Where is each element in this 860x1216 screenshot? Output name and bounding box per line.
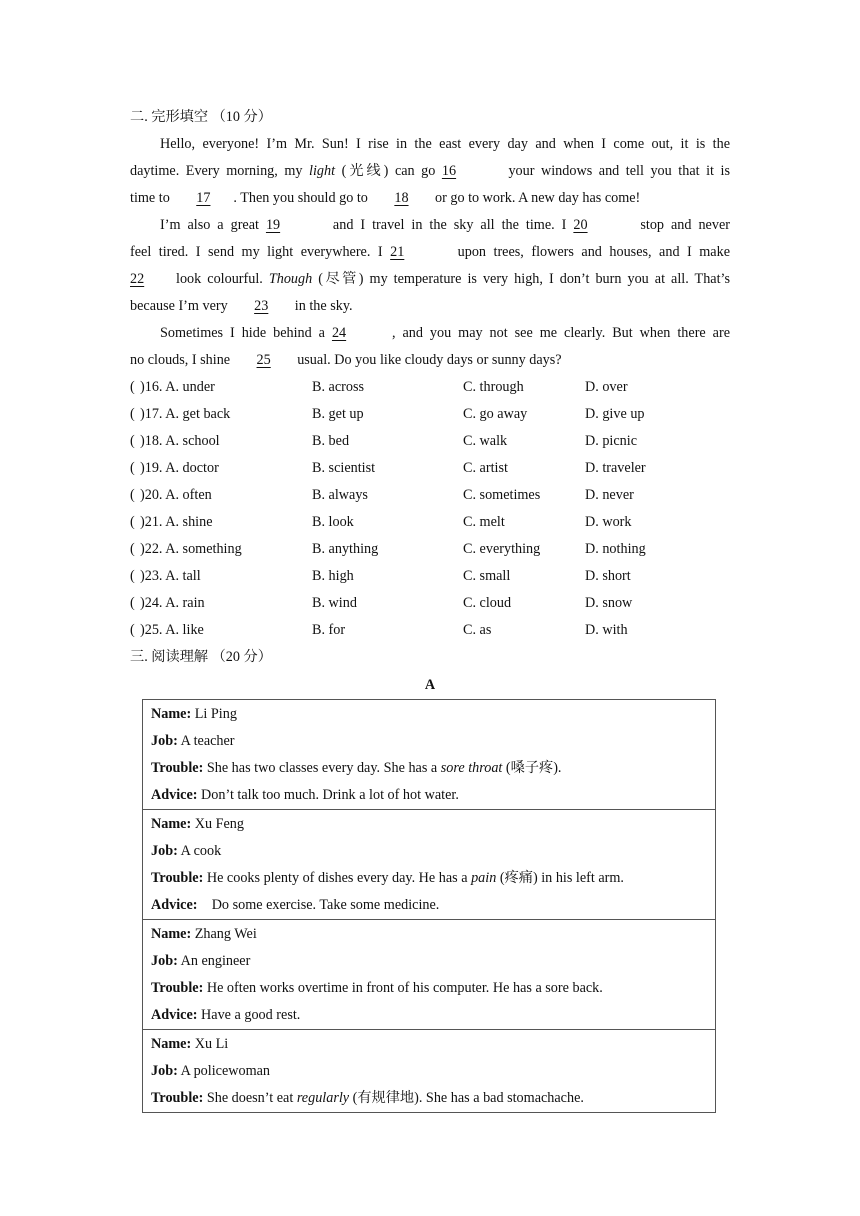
blank-23[interactable]: 23 — [254, 298, 269, 314]
passage-text: look colourful. — [170, 271, 269, 287]
name-line — [151, 921, 707, 948]
question-row — [130, 536, 730, 563]
name-line — [151, 811, 707, 838]
name-value: Xu Feng — [191, 816, 244, 832]
option-b: B. anything — [312, 541, 379, 557]
option-b: B. across — [312, 379, 365, 395]
advice-value: Have a good rest. — [197, 1007, 301, 1023]
person-cell — [143, 700, 716, 810]
person-row — [143, 700, 716, 810]
option-c: C. everything — [463, 541, 541, 557]
advice-label: Advice: — [151, 1007, 198, 1023]
passage-text: or go to work. A new day has come! — [431, 190, 641, 206]
passage-text: time to — [130, 190, 174, 206]
name-line — [151, 701, 707, 728]
job-label: Job: — [151, 733, 178, 749]
job-value: A policewoman — [177, 1063, 271, 1079]
option-c: C. cloud — [463, 595, 512, 611]
option-a: )23. A. tall — [140, 568, 201, 584]
passage-text: because I’m very — [130, 298, 232, 314]
answer-paren: ( — [130, 541, 135, 557]
blank-24[interactable]: 24 — [331, 325, 347, 341]
blank-19[interactable]: 19 — [265, 217, 281, 233]
answer-paren: ( — [130, 406, 135, 422]
blank-21[interactable]: 21 — [390, 244, 405, 260]
option-d: D. with — [585, 622, 628, 638]
passage-text: usual. Do you like cloudy days or sunny days? — [293, 352, 562, 368]
trouble-label: Trouble: — [151, 1090, 204, 1106]
passage-line — [130, 320, 730, 347]
trouble-label: Trouble: — [151, 870, 204, 886]
name-line — [151, 1031, 707, 1058]
option-d: D. picnic — [585, 433, 638, 449]
option-a: )24. A. rain — [140, 595, 205, 611]
trouble-text: (有规律地). She has a bad stomachache. — [349, 1090, 584, 1106]
option-c: C. through — [463, 379, 524, 395]
option-b: B. get up — [312, 406, 364, 422]
passage-text: . Then you should go to — [233, 190, 372, 206]
name-label: Name: — [151, 926, 192, 942]
option-a: )16. A. under — [140, 379, 215, 395]
section-2-title: 二. 完形填空 （10 分） — [130, 109, 272, 125]
blank-22[interactable]: 22 — [130, 271, 145, 287]
option-d: D. work — [585, 514, 632, 530]
option-c: C. as — [463, 622, 492, 638]
name-value: Li Ping — [191, 706, 237, 722]
answer-paren: ( — [130, 568, 135, 584]
person-row — [143, 1030, 716, 1113]
option-a: )19. A. doctor — [140, 460, 219, 476]
option-b: B. high — [312, 568, 354, 584]
advice-label: Advice: — [151, 897, 198, 913]
option-d: D. give up — [585, 406, 645, 422]
option-d: D. nothing — [585, 541, 646, 557]
answer-paren: ( — [130, 433, 135, 449]
passage-text: , and you may not see me clearly. But when there are — [391, 325, 731, 341]
option-a: )20. A. often — [140, 487, 212, 503]
option-c: C. go away — [463, 406, 528, 422]
question-row — [130, 374, 730, 401]
passage-italic: light — [309, 163, 336, 179]
trouble-text: (嗓子疼). — [502, 760, 562, 776]
option-b: B. always — [312, 487, 368, 503]
person-row — [143, 810, 716, 920]
option-a: )21. A. shine — [140, 514, 213, 530]
person-cell — [143, 920, 716, 1030]
job-line — [151, 1058, 707, 1085]
option-a: )25. A. like — [140, 622, 204, 638]
answer-paren: ( — [130, 595, 135, 611]
trouble-text: He cooks plenty of dishes every day. He has a — [203, 870, 472, 886]
question-row — [130, 428, 730, 455]
job-label: Job: — [151, 953, 178, 969]
trouble-italic: regularly — [296, 1090, 350, 1106]
option-a: )17. A. get back — [140, 406, 231, 422]
trouble-text: (疼痛) in his left arm. — [496, 870, 624, 886]
passage-line — [130, 266, 730, 293]
name-label: Name: — [151, 816, 192, 832]
passage-text: upon trees, flowers and houses, and I make — [450, 244, 730, 260]
trouble-italic: sore throat — [440, 760, 503, 776]
trouble-label: Trouble: — [151, 980, 204, 996]
passage-text: in the sky. — [291, 298, 353, 314]
passage-text: Sometimes I hide behind a — [160, 325, 332, 341]
option-d: D. over — [585, 379, 628, 395]
trouble-line — [151, 1085, 707, 1112]
question-row — [130, 455, 730, 482]
passage-line — [130, 212, 730, 239]
job-line — [151, 948, 707, 975]
person-cell — [143, 810, 716, 920]
trouble-text: She doesn’t eat — [203, 1090, 297, 1106]
blank-20[interactable]: 20 — [573, 217, 588, 233]
question-row — [130, 482, 730, 509]
passage-text: and I travel in the sky all the time. I — [325, 217, 574, 233]
blank-18[interactable]: 18 — [394, 190, 409, 206]
option-d: D. short — [585, 568, 631, 584]
advice-line — [151, 1002, 707, 1029]
advice-line — [151, 782, 707, 809]
job-line — [151, 728, 707, 755]
job-line — [151, 838, 707, 865]
answer-paren: ( — [130, 379, 135, 395]
option-b: B. look — [312, 514, 354, 530]
name-label: Name: — [151, 706, 192, 722]
passage-line — [130, 293, 730, 320]
question-list — [130, 374, 730, 644]
option-b: B. bed — [312, 433, 350, 449]
passage-text: (光线) can go — [335, 163, 442, 179]
exam-page — [130, 104, 730, 699]
advice-label: Advice: — [151, 787, 198, 803]
question-row — [130, 617, 730, 644]
job-value: An engineer — [177, 953, 251, 969]
option-d: D. never — [585, 487, 634, 503]
passage-text: your windows and tell you that it is — [501, 163, 730, 179]
option-b: B. scientist — [312, 460, 376, 476]
question-row — [130, 563, 730, 590]
advice-line — [151, 892, 707, 919]
blank-16[interactable]: 16 — [441, 163, 457, 179]
trouble-text: She has two classes every day. She has a — [203, 760, 441, 776]
advice-table — [142, 699, 716, 1113]
question-row — [130, 401, 730, 428]
trouble-label: Trouble: — [151, 760, 204, 776]
trouble-line — [151, 755, 707, 782]
name-value: Zhang Wei — [191, 926, 257, 942]
passage-line — [130, 347, 730, 374]
option-d: D. snow — [585, 595, 633, 611]
job-value: A teacher — [177, 733, 235, 749]
blank-25[interactable]: 25 — [256, 352, 271, 368]
advice-value: Do some exercise. Take some medicine. — [197, 897, 440, 913]
name-value: Xu Li — [191, 1036, 229, 1052]
answer-paren: ( — [130, 460, 135, 476]
passage-text: stop and never — [633, 217, 730, 233]
trouble-italic: pain — [471, 870, 497, 886]
passage-line — [130, 158, 730, 185]
part-a-label: A — [424, 677, 436, 693]
passage-line — [130, 239, 730, 266]
passage-line — [130, 185, 730, 212]
trouble-line — [151, 975, 707, 1002]
trouble-line — [151, 865, 707, 892]
job-label: Job: — [151, 1063, 178, 1079]
answer-paren: ( — [130, 514, 135, 530]
passage-text: Hello, everyone! I’m Mr. Sun! I rise in the east every day and when I come out, it is the — [160, 136, 730, 152]
passage-italic: Though — [268, 271, 313, 287]
job-label: Job: — [151, 843, 178, 859]
passage-text: no clouds, I shine — [130, 352, 234, 368]
section-3-title: 三. 阅读理解 （20 分） — [130, 649, 272, 665]
option-c: C. walk — [463, 433, 508, 449]
option-d: D. traveler — [585, 460, 646, 476]
trouble-text: He often works overtime in front of his computer. He has a sore back. — [203, 980, 603, 996]
passage-text: I’m also a great — [160, 217, 266, 233]
option-a: )22. A. something — [140, 541, 242, 557]
passage-text: daytime. Every morning, my — [130, 163, 310, 179]
option-c: C. small — [463, 568, 511, 584]
question-row — [130, 509, 730, 536]
blank-17[interactable]: 17 — [196, 190, 211, 206]
passage-text: (尽管) my temperature is very high, I don’t burn you at all. That’s — [312, 271, 730, 287]
person-cell — [143, 1030, 716, 1113]
person-row — [143, 920, 716, 1030]
option-a: )18. A. school — [140, 433, 220, 449]
advice-value: Don’t talk too much. Drink a lot of hot water. — [197, 787, 459, 803]
question-row — [130, 590, 730, 617]
option-b: B. for — [312, 622, 346, 638]
option-b: B. wind — [312, 595, 357, 611]
name-label: Name: — [151, 1036, 192, 1052]
job-value: A cook — [177, 843, 222, 859]
option-c: C. artist — [463, 460, 508, 476]
option-c: C. melt — [463, 514, 505, 530]
option-c: C. sometimes — [463, 487, 541, 503]
answer-paren: ( — [130, 487, 135, 503]
answer-paren: ( — [130, 622, 135, 638]
passage-line — [130, 131, 730, 158]
passage-text: feel tired. I send my light everywhere. I — [130, 244, 391, 260]
